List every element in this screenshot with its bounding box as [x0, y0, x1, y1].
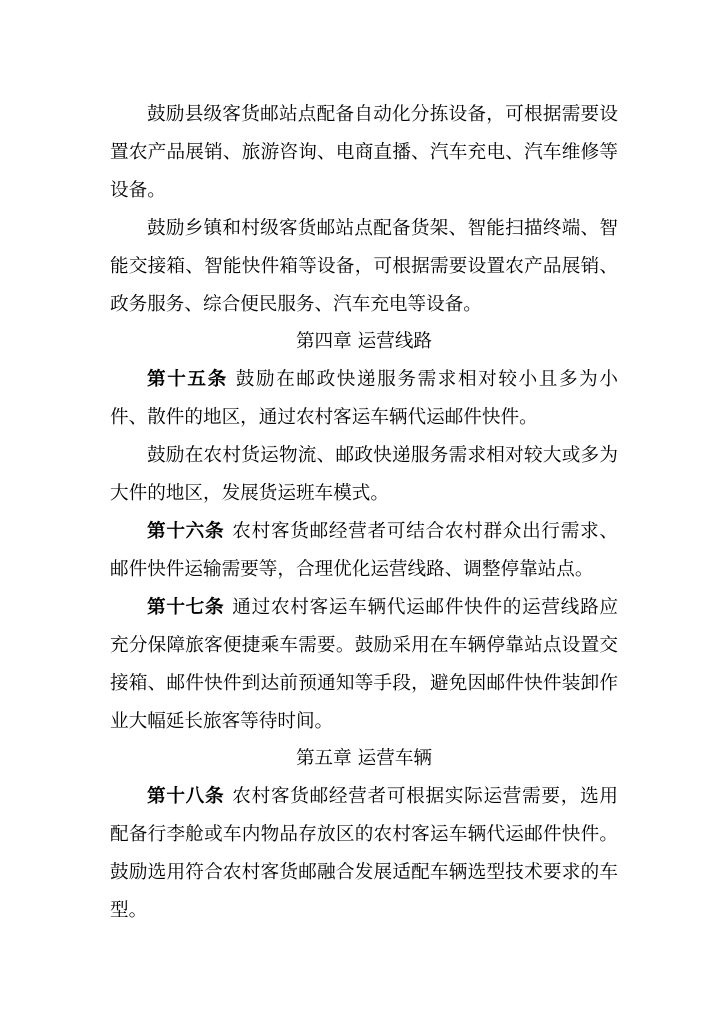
article-text: 农村客货邮经营者可根据实际运营需要，选用配备行李舱或车内物品存放区的农村客运车辆代运邮件快件。鼓励选用符合农村客货邮融合发展适配车辆选型技术要求的车型。: [110, 786, 618, 922]
paragraph-township-station-equipment: 鼓励乡镇和村级客货邮站点配备货架、智能扫描终端、智能交接箱、智能快件箱等设备，可根据需要设置农产品展销、政务服务、综合便民服务、汽车充电等设备。: [110, 217, 618, 315]
article-number: 第十五条: [147, 369, 228, 391]
document-page: [110, 96, 618, 930]
article-number: 第十七条: [147, 596, 225, 618]
article-18: [110, 778, 618, 930]
article-text: 农村客货邮经营者可结合农村群众出行需求、邮件快件运输需要等，合理优化运营线路、调整停靠站点。: [110, 520, 618, 580]
paragraph-freight-bus-mode: 鼓励在农村货运物流、邮政快递服务需求相对较大或多为大件的地区，发展货运班车模式。: [110, 445, 618, 505]
article-text: 通过农村客运车辆代运邮件快件的运营线路应充分保障旅客便捷乘车需要。鼓励采用在车辆停靠站点设置交接箱、邮件快件到达前预通知等手段，避免因邮件快件装卸作业大幅延长旅客等待时间。: [110, 596, 618, 732]
article-text: 鼓励在邮政快递服务需求相对较小且多为小件、散件的地区，通过农村客运车辆代运邮件快件。: [110, 369, 618, 429]
article-number: 第十八条: [147, 786, 225, 808]
article-15: [110, 361, 618, 437]
chapter-heading-4: 第四章 运营线路: [295, 331, 433, 353]
article-16: [110, 513, 618, 589]
article-17: [110, 589, 618, 741]
paragraph-county-station-equipment: 鼓励县级客货邮站点配备自动化分拣设备，可根据需要设置农产品展销、旅游咨询、电商直播、汽车充电、汽车维修等设备。: [110, 104, 618, 201]
chapter-heading-5: 第五章 运营车辆: [295, 748, 433, 770]
article-number: 第十六条: [147, 520, 225, 542]
